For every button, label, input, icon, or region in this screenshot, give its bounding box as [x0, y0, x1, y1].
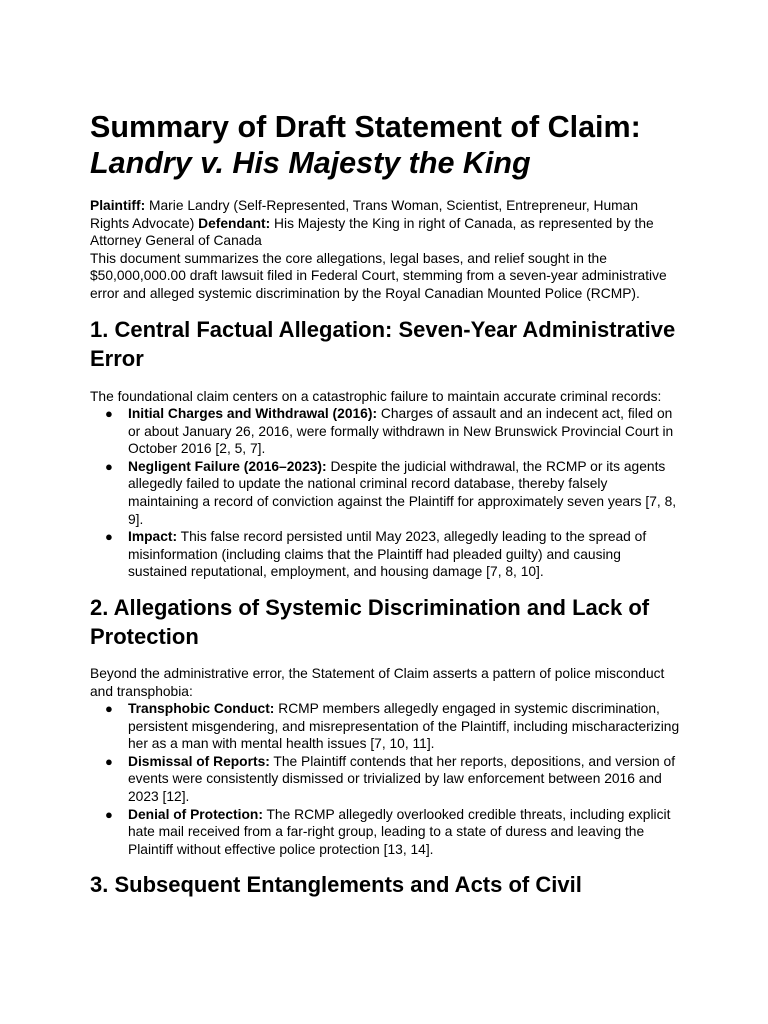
list-item	[90, 405, 680, 458]
section-2-lead: Beyond the administrative error, the Statement of Claim asserts a pattern of police misconduct and transphobia:	[90, 666, 665, 699]
bullet-icon: ●	[105, 406, 113, 421]
bullet-icon: ●	[105, 806, 113, 822]
section-1-list	[90, 405, 680, 581]
bullet-icon: ●	[105, 529, 113, 545]
bullet-icon: ●	[105, 701, 113, 716]
intro-block	[90, 197, 680, 303]
list-item-label: Denial of Protection:	[128, 806, 263, 822]
bullet-icon: ●	[105, 458, 113, 474]
list-item-text: The RCMP allegedly overlooked credible threats, including explicit hate mail received from a far-right group, leading to a state of duress and leaving the Plaintiff without effective police protection [13, 14].	[128, 806, 671, 857]
list-item-text: This false record persisted until May 2023, allegedly leading to the spread of misinformation (including claims that the Plaintiff had pleaded guilty) and causing sustained reputational, employment, and housing damage [7, 8, 10].	[128, 529, 647, 580]
plaintiff-label: Plaintiff:	[90, 198, 146, 213]
list-item-label: Negligent Failure (2016–2023):	[128, 458, 327, 474]
list-item	[90, 753, 680, 806]
list-item-text: Charges of assault and an indecent act, filed on or about January 26, 2016, were formally withdrawn in New Brunswick Provincial Court in October 2016 [2, 5, 7].	[128, 406, 674, 457]
list-item	[90, 458, 680, 528]
list-item-text: RCMP members allegedly engaged in systemic discrimination, persistent misgendering, and misrepresentation of the Plaintiff, including mischaracterizing her as a man with mental health issues [7, 10, 11].	[128, 701, 680, 752]
list-item-label: Initial Charges and Withdrawal (2016):	[128, 406, 378, 421]
list-item-label: Impact:	[128, 529, 178, 545]
list-item-label: Dismissal of Reports:	[128, 753, 270, 769]
section-2-heading: 2. Allegations of Systemic Discrimination and Lack of Protection	[90, 595, 650, 649]
parties-paragraph	[90, 197, 680, 250]
list-item	[90, 700, 680, 753]
plaintiff-text: Marie Landry (Self-Represented, Trans Woman, Scientist, Entrepreneur, Human Rights Advocate)	[90, 198, 639, 231]
defendant-label: Defendant:	[198, 215, 271, 231]
bullet-icon: ●	[105, 753, 113, 769]
section-1-heading: 1. Central Factual Allegation: Seven-Year Administrative Error	[90, 317, 676, 371]
defendant-text: His Majesty the King in right of Canada, as represented by the Attorney General of Canada	[90, 215, 654, 249]
list-item-label: Transphobic Conduct:	[128, 701, 275, 716]
title-line-2: Landry v. His Majesty the King	[90, 146, 531, 180]
list-item	[90, 528, 680, 581]
section-3-heading: 3. Subsequent Entanglements and Acts of Civil	[90, 872, 582, 897]
summary-paragraph: This document summarizes the core allegations, legal bases, and relief sought in the $50,000,000.00 draft lawsuit filed in Federal Court, stemming from a seven-year administrative error and alleged systemic discrimination by the Royal Canadian Mounted Police (RCMP).	[90, 250, 667, 301]
section-1-lead: The foundational claim centers on a catastrophic failure to maintain accurate criminal records:	[90, 389, 662, 404]
section-2-list	[90, 700, 680, 858]
list-item-text: The Plaintiff contends that her reports, depositions, and version of events were consistently dismissed or trivialized by law enforcement between 2016 and 2023 [12].	[128, 753, 676, 804]
title-line-1: Summary of Draft Statement of Claim:	[90, 110, 641, 144]
page-title	[90, 109, 690, 181]
list-item-text: Despite the judicial withdrawal, the RCMP or its agents allegedly failed to update the national criminal record database, thereby falsely maintaining a record of conviction against the Plaintiff for approximately seven years [7, 8, 9].	[128, 458, 677, 527]
list-item	[90, 806, 680, 859]
